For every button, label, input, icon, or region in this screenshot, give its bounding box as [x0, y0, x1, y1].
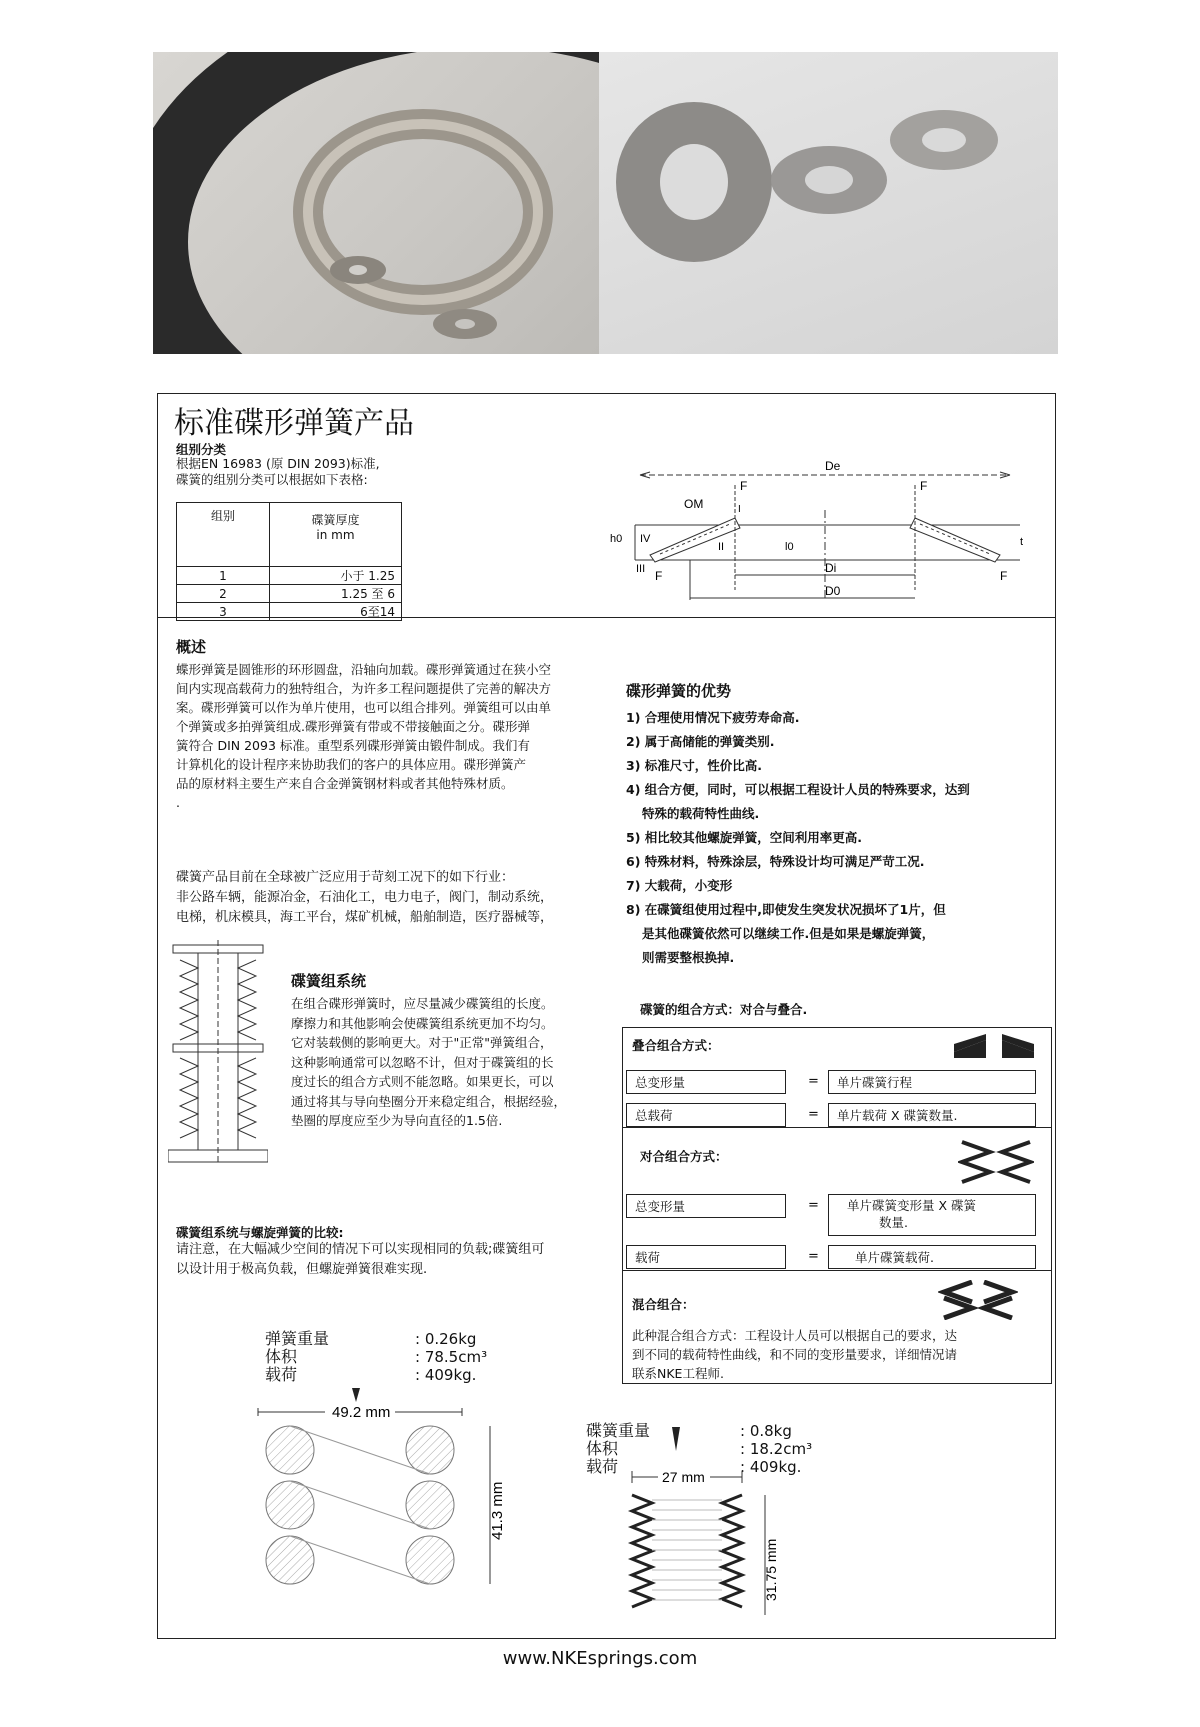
- series-row1-right-line2: 数量.: [879, 1215, 908, 1230]
- disc-width-label: 27 mm: [662, 1469, 705, 1485]
- overview-line: 品的原材料主要生产来自合金弹簧钢材料或者其他特殊材质。: [176, 776, 514, 791]
- label-Di: Di: [825, 561, 837, 575]
- disc-weight-label: 碟簧重量: [586, 1421, 651, 1440]
- label-F-top-left: F: [740, 479, 748, 493]
- series-row1-right-line1: 单片碟簧变形量 X 碟簧: [847, 1198, 977, 1213]
- table-row: [177, 585, 402, 603]
- coil-width-label: 49.2 mm: [332, 1404, 391, 1421]
- stack-system-text: [291, 994, 611, 1131]
- group-intro: [176, 456, 380, 488]
- coil-height-label: 41.3 mm: [489, 1481, 506, 1540]
- advantage-item: 则需要整根换掉.: [642, 950, 735, 965]
- disc-load-value: : 409kg.: [740, 1458, 802, 1476]
- advantages-heading: 碟形弹簧的优势: [626, 682, 732, 700]
- comparison-heading: 碟簧组系统与螺旋弹簧的比较:: [176, 1225, 344, 1240]
- disc-spring-stack-diagram: [620, 1425, 790, 1635]
- parallel-row2-left: 总载荷: [626, 1103, 786, 1127]
- label-OM: OM: [684, 497, 704, 511]
- product-photo-large-washers: [153, 52, 599, 354]
- industry-line: 碟簧产品目前在全球被广泛应用于苛刻工况下的如下行业：: [176, 870, 515, 885]
- parallel-row2-right: 单片载荷 X 碟簧数量.: [828, 1103, 1036, 1127]
- mixed-text: [632, 1326, 1042, 1383]
- parallel-row1-right: 单片碟簧行程: [828, 1070, 1036, 1094]
- disc-volume-value: : 18.2cm³: [740, 1440, 813, 1458]
- series-label: 对合组合方式：: [640, 1149, 728, 1164]
- table-cell: 小于 1.25: [270, 567, 402, 585]
- label-II: II: [718, 541, 725, 553]
- comparison-line1: 请注意，在大幅减少空间的情况下可以实现相同的负载;碟簧组可: [176, 1242, 545, 1257]
- advantage-item: 特殊的载荷特性曲线.: [642, 806, 760, 821]
- label-De: De: [825, 459, 841, 473]
- coil-specs-labels: [265, 1330, 329, 1384]
- website-link[interactable]: www.NKEsprings.com: [502, 1648, 698, 1669]
- disc-load-label: 载荷: [586, 1457, 619, 1476]
- mixed-line: 到不同的载荷特性曲线，和不同的变形量要求，详细情况请: [632, 1347, 958, 1362]
- group-intro-line2: 碟簧的组别分类可以根据如下表格:: [176, 472, 368, 487]
- label-t: t: [1020, 536, 1024, 548]
- comparison-text: [176, 1240, 606, 1280]
- table-cell: 1: [177, 567, 270, 585]
- parallel-row2-eq: =: [808, 1107, 819, 1122]
- table-header-thickness-line1: 碟簧厚度: [311, 513, 360, 527]
- advantage-item: 7) 大载荷，小变形: [626, 878, 733, 893]
- combination-heading: 碟簧的组合方式：对合与叠合.: [640, 1002, 808, 1017]
- mixed-stack-icon: [938, 1280, 1018, 1320]
- mixed-line: 此种混合组合方式：工程设计人员可以根据自己的要求，达: [632, 1328, 958, 1343]
- table-header-group: 组别: [177, 503, 270, 567]
- overview-line: 蝶形弹簧是圆锥形的环形圆盘，沿轴向加载。碟形弹簧通过在狭小空: [176, 662, 552, 677]
- label-F-bottom-left: F: [655, 569, 663, 583]
- table-header-thickness: [270, 503, 402, 567]
- product-photo-disc-springs: [599, 52, 1058, 354]
- label-l0: l0: [785, 541, 794, 553]
- disc-weight-value: : 0.8kg: [740, 1422, 792, 1440]
- group-intro-line1: 根据EN 16983 (原 DIN 2093)标准,: [176, 456, 380, 471]
- disc-volume-label: 体积: [586, 1439, 619, 1458]
- industry-text: [176, 868, 606, 928]
- parallel-row1-left: 总变形量: [626, 1070, 786, 1094]
- parallel-label: 叠合组合方式：: [632, 1038, 720, 1053]
- series-row1-left: 总变形量: [626, 1194, 786, 1218]
- label-IV: IV: [640, 533, 651, 545]
- group-heading: 组别分类: [176, 442, 227, 457]
- advantages-list: [626, 706, 1026, 970]
- stack-line: 这种影响通常可以忽略不计，但对于碟簧组的长: [291, 1054, 554, 1070]
- table-row: [177, 567, 402, 585]
- overview-line: 计算机化的设计程序来协助我们的客户的具体应用。碟形弹簧产: [176, 757, 527, 772]
- mixed-label: 混合组合：: [632, 1297, 695, 1312]
- table-cell: 6至14: [270, 603, 402, 621]
- series-row2-left: 载荷: [626, 1245, 786, 1269]
- stack-line: 通过将其与导向垫圈分开来稳定组合，根据经验，: [291, 1093, 567, 1109]
- stack-line: 它对装载侧的影响更大。对于"正常"弹簧组合，: [291, 1035, 553, 1050]
- advantage-item: 2) 属于高储能的弹簧类别.: [626, 734, 775, 749]
- series-row1-eq: =: [808, 1198, 819, 1213]
- coil-volume-label: 体积: [265, 1347, 298, 1366]
- table-cell: 1.25 至 6: [270, 585, 402, 603]
- parallel-row1-eq: =: [808, 1074, 819, 1089]
- divider: [622, 1127, 1052, 1128]
- table-row: [177, 603, 402, 621]
- industry-line: 非公路车辆，能源冶金，石油化工，电力电子，阀门，制动系统，: [176, 890, 554, 905]
- disc-stack-diagram: [168, 940, 268, 1170]
- mixed-line: 联系NKE工程师.: [632, 1366, 724, 1381]
- series-row1-right: [828, 1194, 1036, 1236]
- coil-weight-label: 弹簧重量: [265, 1329, 330, 1348]
- overview-line: 案。碟形弹簧可以作为单片使用，也可以组合排列。弹簧组可以由单: [176, 700, 552, 715]
- stack-system-heading: 碟簧组系统: [291, 972, 367, 990]
- coil-load-label: 载荷: [265, 1365, 298, 1384]
- advantage-item: 8) 在碟簧组使用过程中,即使发生突发状况损坏了1片，但: [626, 902, 946, 917]
- series-row2-eq: =: [808, 1249, 819, 1264]
- industry-line: 电梯，机床模具，海工平台，煤矿机械，船舶制造，医疗器械等，: [176, 910, 554, 925]
- stack-line: 度过长的组合方式则不能忽略。如果更长，可以: [291, 1074, 554, 1089]
- series-stack-icon: [958, 1138, 1034, 1186]
- overview-text: [176, 660, 606, 812]
- advantage-item: 4) 组合方便，同时，可以根据工程设计人员的特殊要求，达到: [626, 782, 970, 797]
- label-D0: D0: [825, 584, 841, 598]
- coil-load-value: : 409kg.: [415, 1366, 477, 1384]
- coil-volume-value: : 78.5cm³: [415, 1348, 488, 1366]
- label-III: III: [636, 563, 646, 575]
- advantage-item: 3) 标准尺寸，性价比高.: [626, 758, 763, 773]
- label-h0: h0: [610, 533, 623, 545]
- overview-line: 簧符合 DIN 2093 标准。重型系列碟形弹簧由锻件制成。我们有: [176, 738, 530, 753]
- disc-spring-diagram: [600, 450, 1050, 610]
- overview-line: .: [176, 795, 180, 810]
- parallel-stack-icon: [952, 1030, 1036, 1060]
- overview-heading: 概述: [176, 638, 207, 656]
- divider: [622, 1270, 1052, 1271]
- table-header-thickness-line2: in mm: [316, 528, 355, 542]
- coil-weight-value: : 0.26kg: [415, 1330, 477, 1348]
- overview-line: 个弹簧或多拍弹簧组成.碟形弹簧有带或不带接触面之分。碟形弹: [176, 719, 530, 734]
- table-cell: 2: [177, 585, 270, 603]
- table-cell: 3: [177, 603, 270, 621]
- group-table: [176, 502, 402, 621]
- page-title: 标准碟形弹簧产品: [174, 406, 414, 441]
- stack-line: 垫圈的厚度应至少为导向直径的1.5倍.: [291, 1113, 503, 1128]
- label-F-top-right: F: [920, 479, 928, 493]
- stack-line: 摩擦力和其他影响会使碟簧组系统更加不均匀。: [291, 1015, 554, 1031]
- disc-height-label: 31.75 mm: [763, 1538, 779, 1601]
- coil-specs-values: [415, 1330, 487, 1384]
- label-I: I: [738, 504, 741, 515]
- advantage-item: 1) 合理使用情况下疲劳寿命高.: [626, 710, 800, 725]
- coil-spring-diagram: [250, 1380, 520, 1620]
- series-row2-right: 单片碟簧载荷.: [828, 1245, 1036, 1269]
- label-F-bottom-right: F: [1000, 569, 1008, 583]
- advantage-item: 6) 特殊材料，特殊涂层，特殊设计均可满足严苛工况.: [626, 854, 925, 869]
- advantage-item: 是其他碟簧依然可以继续工作.但是如果是螺旋弹簧，: [642, 926, 935, 941]
- comparison-line2: 以设计用于极高负载，但螺旋弹簧很难实现.: [176, 1262, 428, 1277]
- stack-line: 在组合碟形弹簧时，应尽量减少碟簧组的长度。: [291, 996, 554, 1011]
- advantage-item: 5) 相比较其他螺旋弹簧，空间利用率更高.: [626, 830, 863, 845]
- overview-line: 间内实现高载荷力的独特组合，为许多工程问题提供了完善的解决方: [176, 681, 552, 696]
